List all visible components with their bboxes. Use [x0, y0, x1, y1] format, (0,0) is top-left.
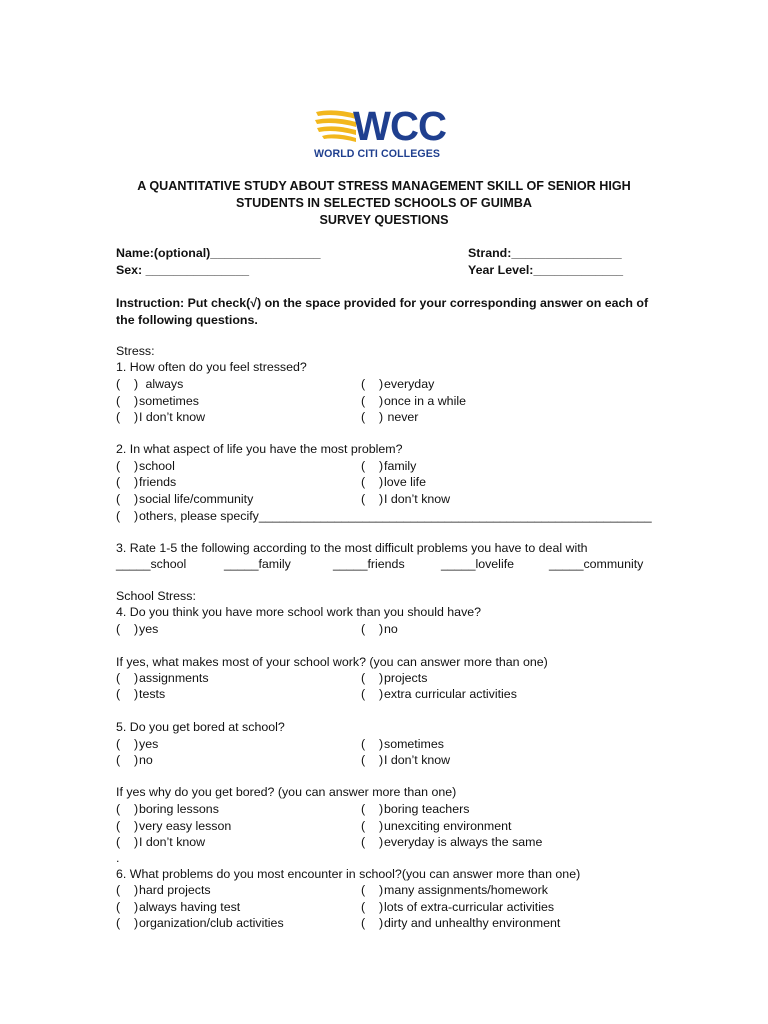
- option-q2-friends[interactable]: [116, 475, 176, 489]
- checkbox-close: ): [134, 737, 139, 751]
- option-label: I don’t know: [139, 410, 206, 424]
- option-q1-never[interactable]: [361, 410, 418, 424]
- checkbox-open: (: [116, 835, 121, 849]
- option-label: family: [384, 459, 417, 473]
- option-q5f-boringlessons[interactable]: [116, 802, 219, 816]
- checkbox-close: ): [134, 394, 139, 408]
- checkbox-close: ): [379, 835, 384, 849]
- option-label: always having test: [139, 900, 241, 914]
- checkbox-close: ): [379, 802, 384, 816]
- option-label: everyday: [384, 377, 435, 391]
- option-label: tests: [139, 687, 166, 701]
- title-line-1: A QUANTITATIVE STUDY ABOUT STRESS MANAGEMENT SKILL OF SENIOR HIGH: [137, 179, 631, 193]
- checkbox-open: (: [116, 883, 121, 897]
- option-q4f-projects[interactable]: [361, 671, 427, 685]
- question-5: 5. Do you get bored at school?: [116, 720, 285, 734]
- option-q1-everyday[interactable]: [361, 377, 434, 391]
- logo-letters: WCC: [353, 103, 447, 149]
- option-label: unexciting environment: [384, 819, 512, 833]
- option-label: organization/club activities: [139, 916, 284, 930]
- option-q1-always[interactable]: [116, 377, 183, 391]
- option-label: many assignments/homework: [384, 883, 548, 897]
- checkbox-open: (: [361, 916, 366, 930]
- option-q2-family[interactable]: [361, 459, 416, 473]
- checkbox-open: (: [116, 916, 121, 930]
- option-label: boring lessons: [139, 802, 219, 816]
- option-label: very easy lesson: [139, 819, 232, 833]
- option-q5-yes[interactable]: [116, 737, 158, 751]
- option-label: everyday is always the same: [384, 835, 543, 849]
- option-label: school: [139, 459, 175, 473]
- checkbox-open: (: [361, 835, 366, 849]
- checkbox-open: (: [361, 410, 366, 424]
- checkbox-close: ): [379, 475, 384, 489]
- stray-dot: .: [116, 851, 120, 865]
- checkbox-open: (: [361, 883, 366, 897]
- option-q4f-tests[interactable]: [116, 687, 165, 701]
- rate-friends[interactable]: _____friends: [333, 557, 405, 571]
- checkbox-close: ): [379, 883, 384, 897]
- option-q2-lovelife[interactable]: [361, 475, 426, 489]
- option-q5f-idontknow[interactable]: [116, 835, 205, 849]
- option-label: never: [384, 410, 419, 424]
- option-label: assignments: [139, 671, 209, 685]
- checkbox-close: ): [379, 410, 384, 424]
- question-1: 1. How often do you feel stressed?: [116, 360, 307, 374]
- option-q6-assignments[interactable]: [361, 883, 548, 897]
- option-q6-alwaystest[interactable]: [116, 900, 240, 914]
- sex-field[interactable]: Sex: _______________: [116, 263, 249, 277]
- checkbox-close: ): [379, 737, 384, 751]
- question-2: 2. In what aspect of life you have the most problem?: [116, 442, 403, 456]
- option-label: others, please specify_________________________________________________________: [139, 509, 652, 523]
- option-q1-sometimes[interactable]: [116, 394, 199, 408]
- checkbox-open: (: [116, 377, 121, 391]
- option-q2-school[interactable]: [116, 459, 175, 473]
- checkbox-close: ): [379, 377, 384, 391]
- checkbox-open: (: [116, 802, 121, 816]
- checkbox-close: ): [379, 492, 384, 506]
- checkbox-open: (: [116, 492, 121, 506]
- checkbox-close: ): [379, 671, 384, 685]
- checkbox-open: (: [361, 475, 366, 489]
- option-label: always: [145, 377, 184, 391]
- checkbox-close: ): [379, 753, 384, 767]
- rate-family[interactable]: _____family: [224, 557, 291, 571]
- option-label: hard projects: [139, 883, 211, 897]
- checkbox-close: ): [134, 377, 139, 391]
- title-line-3: SURVEY QUESTIONS: [319, 213, 449, 227]
- option-label: dirty and unhealthy environment: [384, 916, 561, 930]
- checkbox-open: (: [361, 687, 366, 701]
- checkbox-close: ): [379, 819, 384, 833]
- option-q5-idontknow[interactable]: [361, 753, 450, 767]
- checkbox-open: (: [116, 671, 121, 685]
- section-school-stress: School Stress:: [116, 589, 196, 603]
- logo-subtitle: WORLD CITI COLLEGES: [314, 148, 441, 160]
- instruction-line-1: Instruction: Put check(√) on the space provided for your corresponding answer on each of: [116, 296, 649, 310]
- question-3: 3. Rate 1-5 the following according to the most difficult problems you have to deal with: [116, 541, 588, 555]
- option-q5f-veryeasylesson[interactable]: [116, 819, 231, 833]
- checkbox-open: (: [116, 737, 121, 751]
- option-label: no: [139, 753, 153, 767]
- checkbox-close: ): [134, 671, 139, 685]
- option-q5f-unexciting[interactable]: [361, 819, 511, 833]
- option-q1-onceinawhile[interactable]: [361, 394, 466, 408]
- option-q6-dirtyenvironment[interactable]: [361, 916, 560, 930]
- checkbox-open: (: [361, 819, 366, 833]
- checkbox-close: ): [379, 459, 384, 473]
- checkbox-open: (: [361, 900, 366, 914]
- title-line-2: STUDENTS IN SELECTED SCHOOLS OF GUIMBA: [236, 196, 532, 210]
- wcc-logo: [312, 104, 452, 164]
- checkbox-close: ): [134, 509, 139, 523]
- option-label: yes: [139, 737, 159, 751]
- option-q5-sometimes[interactable]: [361, 737, 444, 751]
- checkbox-open: (: [361, 394, 366, 408]
- checkbox-close: ): [134, 883, 139, 897]
- option-label: no: [384, 622, 398, 636]
- strand-field[interactable]: Strand:________________: [468, 246, 622, 260]
- checkbox-open: (: [116, 459, 121, 473]
- checkbox-close: ): [379, 900, 384, 914]
- option-label: sometimes: [384, 737, 444, 751]
- option-label: social life/community: [139, 492, 254, 506]
- option-q5-no[interactable]: [116, 753, 153, 767]
- checkbox-close: ): [134, 475, 139, 489]
- option-q5f-boringteachers[interactable]: [361, 802, 469, 816]
- checkbox-close: ): [379, 394, 384, 408]
- checkbox-open: (: [116, 475, 121, 489]
- option-q4f-assignments[interactable]: [116, 671, 209, 685]
- checkbox-close: ): [134, 819, 139, 833]
- checkbox-close: ): [379, 622, 384, 636]
- option-q4-no[interactable]: [361, 622, 398, 636]
- section-stress: Stress:: [116, 344, 155, 358]
- checkbox-close: ): [134, 492, 139, 506]
- checkbox-close: ): [379, 687, 384, 701]
- instruction-line-2: the following questions.: [116, 313, 258, 327]
- option-q2-idontknow[interactable]: [361, 492, 450, 506]
- checkbox-open: (: [116, 753, 121, 767]
- option-label: yes: [139, 622, 159, 636]
- option-q4-yes[interactable]: [116, 622, 158, 636]
- question-5-followup: If yes why do you get bored? (you can answer more than one): [116, 785, 457, 799]
- checkbox-close: ): [134, 802, 139, 816]
- wings-icon: [312, 104, 356, 148]
- option-q5f-everydaysame[interactable]: [361, 835, 542, 849]
- checkbox-open: (: [116, 509, 121, 523]
- checkbox-close: ): [134, 410, 139, 424]
- checkbox-open: (: [116, 819, 121, 833]
- question-4-followup: If yes, what makes most of your school work? (you can answer more than one): [116, 655, 548, 669]
- checkbox-open: (: [116, 394, 121, 408]
- checkbox-open: (: [361, 492, 366, 506]
- question-4: 4. Do you think you have more school work than you should have?: [116, 605, 482, 619]
- option-q2-others[interactable]: [116, 509, 652, 523]
- checkbox-close: ): [134, 687, 139, 701]
- year-level-field[interactable]: Year Level:_____________: [468, 263, 624, 277]
- checkbox-open: (: [361, 622, 366, 636]
- option-label: projects: [384, 671, 428, 685]
- checkbox-open: (: [361, 802, 366, 816]
- rate-school[interactable]: _____school: [116, 557, 187, 571]
- option-q1-idontknow[interactable]: [116, 410, 205, 424]
- name-field[interactable]: Name:(optional)________________: [116, 246, 321, 260]
- checkbox-close: ): [134, 622, 139, 636]
- option-label: I don’t know: [384, 492, 451, 506]
- checkbox-close: ): [134, 900, 139, 914]
- checkbox-open: (: [116, 687, 121, 701]
- checkbox-close: ): [134, 916, 139, 930]
- option-label: extra curricular activities: [384, 687, 517, 701]
- option-label: boring teachers: [384, 802, 470, 816]
- option-label: once in a while: [384, 394, 466, 408]
- option-label: sometimes: [139, 394, 199, 408]
- option-q6-extracurricular[interactable]: [361, 900, 554, 914]
- checkbox-open: (: [361, 459, 366, 473]
- checkbox-open: (: [361, 377, 366, 391]
- option-q6-clubactivities[interactable]: [116, 916, 284, 930]
- option-label: I don’t know: [139, 835, 206, 849]
- option-label: love life: [384, 475, 427, 489]
- checkbox-open: (: [361, 671, 366, 685]
- checkbox-open: (: [361, 737, 366, 751]
- option-label: lots of extra-curricular activities: [384, 900, 555, 914]
- option-label: I don’t know: [384, 753, 451, 767]
- checkbox-close: ): [134, 835, 139, 849]
- checkbox-open: (: [116, 900, 121, 914]
- checkbox-open: (: [116, 410, 121, 424]
- checkbox-open: (: [116, 622, 121, 636]
- checkbox-close: ): [379, 916, 384, 930]
- option-label: friends: [139, 475, 177, 489]
- option-q6-hardprojects[interactable]: [116, 883, 211, 897]
- question-6: 6. What problems do you most encounter in school?(you can answer more than one): [116, 867, 581, 881]
- option-q4f-extracurricular[interactable]: [361, 687, 517, 701]
- checkbox-close: ): [134, 459, 139, 473]
- checkbox-close: ): [134, 753, 139, 767]
- option-q2-sociallife[interactable]: [116, 492, 253, 506]
- rate-lovelife[interactable]: _____lovelife: [441, 557, 515, 571]
- rate-community[interactable]: _____community: [549, 557, 644, 571]
- checkbox-open: (: [361, 753, 366, 767]
